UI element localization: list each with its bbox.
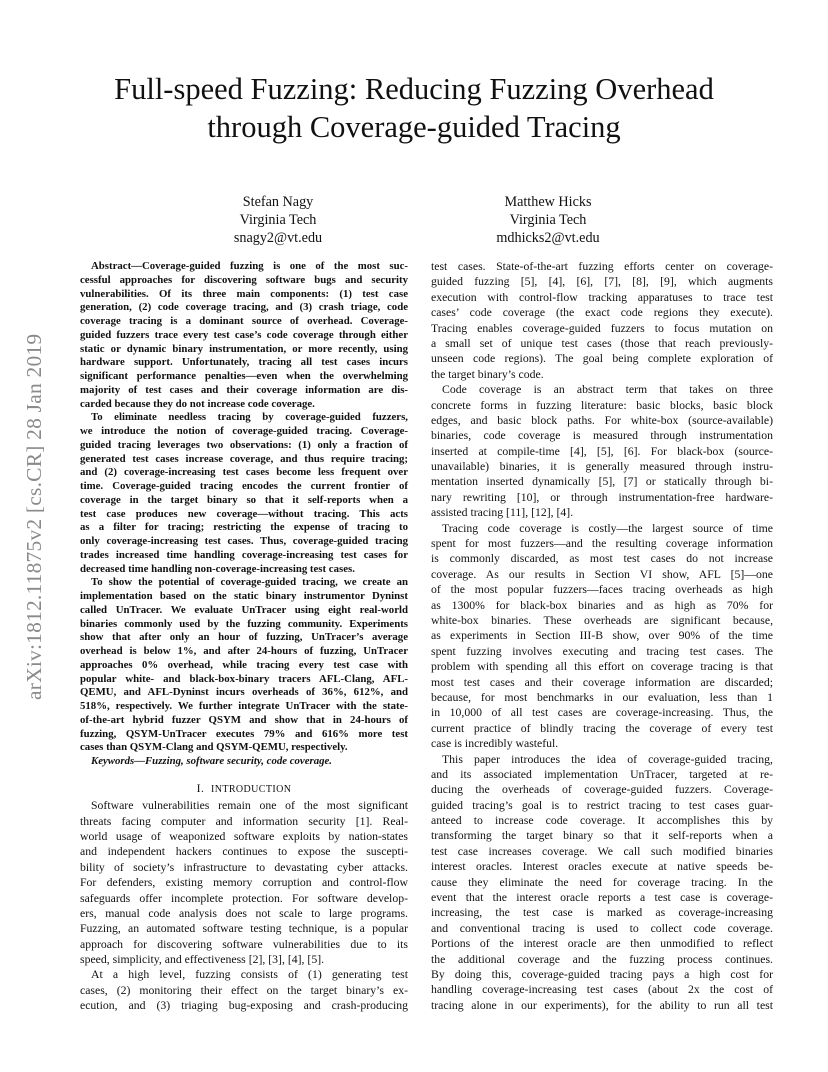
abstract-line: generation, (2) code coverage tracing, and (3) crash triage, code <box>80 301 408 314</box>
abstract-line: generated test cases increase coverage, and thus require tracing; <box>80 452 408 465</box>
abstract-line: QEMU, and AFL-Dyninst incurs overheads of 36%, 612%, and <box>80 686 408 699</box>
body-line: current practice of blindly tracing the coverage of every test <box>431 721 773 735</box>
body-line: ers, manual code analysis does not scale to large programs. <box>80 906 408 920</box>
body-line: cases, (2) monitoring their effect on the target binary’s ex- <box>80 983 408 997</box>
keywords: Keywords—Fuzzing, software security, code coverage. <box>91 755 333 767</box>
body-line: concrete forms in fuzzing literature: basic blocks, basic block <box>431 398 773 412</box>
author-block <box>158 193 398 247</box>
body-line: By doing this, coverage-guided tracing pays a high cost for <box>431 967 773 981</box>
abstract-line: cases than QSYM-Clang and QSYM-QEMU, respectively. <box>80 741 348 754</box>
body-line: unseen code regions). The goal being complete exploration of <box>431 352 773 366</box>
body-line: speed, simplicity, and effectiveness [2], [3], [4], [5]. <box>80 953 325 967</box>
abstract-line: carded because they do not increase code coverage. <box>80 397 315 410</box>
abstract-line: fuzzing, QSYM-UnTracer executes 79% and 616% more test <box>80 727 408 740</box>
body-line: edges, and basic block paths. For white-box (source-available) <box>431 413 773 427</box>
body-line: and its associated implementation UnTracer, targeted at re- <box>431 767 773 781</box>
body-line: Software vulnerabilities remain one of the most significant <box>91 799 408 813</box>
abstract-line: significant performance penalties—even when the overwhelming <box>80 370 408 382</box>
body-line: handling coverage-increasing test cases (about 2x the cost of <box>431 983 773 997</box>
body-line: coverage. As our results in Section VI show, AFL [5]—one <box>431 567 773 581</box>
body-line: and independent hackers continues to expose the suscepti- <box>80 845 408 859</box>
abstract-line: trades increased time handling coverage-increasing test cases for <box>80 548 408 561</box>
body-line: white-box binaries. These overheads are significant because, <box>431 613 773 627</box>
abstract-line: overhead is below 1%, and after 24-hours of fuzzing, UnTracer <box>80 645 408 657</box>
body-line: as 1300% for black-box binaries and as high as 70% for <box>431 598 773 612</box>
abstract-line: Abstract—Coverage-guided fuzzing is one of the most suc- <box>91 260 408 272</box>
abstract-line: static or dynamic binary instrumentation, or more recently, using <box>80 342 408 355</box>
body-line: binaries, code coverage is measured through instrumentation <box>431 429 773 443</box>
abstract-line: test case produces new coverage—without tracing. This acts <box>80 507 408 520</box>
body-line: tracing alone in our experiments), for the ability to run all test <box>431 998 773 1012</box>
body-line: cause they eliminate the need for coverage tracing. In the <box>431 875 773 889</box>
body-line: ducing the overheads of coverage-guided fuzzers. Coverage- <box>431 783 773 797</box>
author-email: snagy2@vt.edu <box>233 230 323 246</box>
abstract-line: time. Coverage-guided tracing encodes the current frontier of <box>80 480 408 492</box>
body-line: test case increases coverage. We call such modified binaries <box>431 844 773 858</box>
abstract-line: we introduce the notion of coverage-guided tracing. Coverage- <box>80 425 408 437</box>
abstract-line: coverage tracing is a dominant source of overhead. Coverage- <box>80 315 408 327</box>
abstract-line: implementation based on the static binary instrumentor Dyninst <box>80 590 408 602</box>
author-affiliation: Virginia Tech <box>509 212 587 228</box>
body-line: because, for most benchmarks in our evaluation, less than 1 <box>431 690 773 704</box>
abstract-line: majority of test cases and their coverage information are dis- <box>80 383 408 396</box>
body-line: Fuzzing, an automated software testing technique, is a popular <box>80 922 408 936</box>
author-name: Matthew Hicks <box>504 194 592 210</box>
abstract-line: decreased time handling non-coverage-increasing test cases. <box>80 562 355 575</box>
body-line: mentation inserted dynamically [5], [7] or statically through bi- <box>431 475 773 489</box>
author-block <box>428 193 668 247</box>
body-line: approach for discovering software vulnerabilities due to its <box>80 937 408 951</box>
abstract-line: To eliminate needless tracing by coverage-guided fuzzers, <box>91 411 408 424</box>
abstract-line: as a filter for tracing; restricting the expense of tracing to <box>80 521 408 534</box>
body-line: a small set of unique test cases (those that reach previously- <box>431 336 773 350</box>
body-line: world usage of weaponized software exploits by nation-states <box>80 829 408 843</box>
author-name: Stefan Nagy <box>242 194 314 210</box>
body-line: guided fuzzing [5], [4], [6], [7], [8], [9], which augments <box>431 275 773 289</box>
abstract <box>80 260 408 769</box>
left-column <box>80 260 408 1014</box>
body-line: nary rewriting [10], or through instrumentation-free hardware- <box>431 490 773 504</box>
title-line: through Coverage-guided Tracing <box>207 110 621 144</box>
body-line: Tracing code coverage is costly—the largest source of time <box>442 521 773 535</box>
body-line: execution with control-flow tracking apparatuses to trace test <box>431 290 773 304</box>
abstract-line: only coverage-increasing test cases. Thus, coverage-guided tracing <box>80 535 408 547</box>
section-title: INTRODUCTION <box>210 783 292 795</box>
abstract-line: show that after only an hour of fuzzing, UnTracer’s average <box>80 631 408 644</box>
body-line: as experiments in Section III-B show, over 90% of the time <box>431 629 773 643</box>
body-line: spent for most fuzzers—and the resulting coverage information <box>431 537 773 551</box>
body-line: inserted at compile-time [4], [5], [6]. For black-box (source- <box>431 444 773 458</box>
body-line: threats facing computer and information security [1]. Real- <box>80 814 408 828</box>
introduction-left <box>80 798 408 1013</box>
body-line: cases’ code coverage (the exact code regions they execute). <box>431 306 773 320</box>
abstract-line: hardware support. Unfortunately, tracing all test cases incurs <box>80 356 408 369</box>
arxiv-identifier-stamp: arXiv:1812.11875v2 [cs.CR] 28 Jan 2019 <box>22 333 46 700</box>
body-line: event that the interest oracle reports a test case is coverage- <box>431 891 773 905</box>
abstract-line: and (2) coverage-increasing test cases become less frequent over <box>80 466 408 479</box>
body-line: the additional coverage and the fuzzing process continues. <box>431 952 773 966</box>
section-heading-introduction <box>80 781 408 797</box>
body-line: Tracing enables coverage-guided fuzzers to focus mutation on <box>431 321 773 335</box>
body-line: spent fuzzing involves executing and tracing test cases. The <box>431 644 773 658</box>
paper-title <box>60 70 768 146</box>
abstract-line: binaries commonly used by the fuzzing community. Experiments <box>80 617 408 630</box>
abstract-line: guided fuzzers trace every test case’s code coverage through either <box>80 328 408 341</box>
abstract-line: cessful approaches for discovering software bugs and security <box>80 273 408 286</box>
abstract-line: popular white- and black-box-binary tracers AFL-Clang, AFL- <box>80 672 408 685</box>
abstract-line: coverage in the target binary so that it self-reports when a <box>80 493 408 506</box>
abstract-line: 518%, respectively. We further integrate UnTracer with the state- <box>80 700 408 712</box>
body-line: For defenders, existing memory corruption and control-flow <box>80 876 408 890</box>
body-line: safeguards offer incomplete protection. For software develop- <box>80 891 408 905</box>
abstract-line: approaches 0% overhead, while tracing every test case with <box>80 658 408 671</box>
body-line: and conventional tracing is used to collect code coverage. <box>431 921 773 935</box>
body-line: assisted tracing [11], [12], [4]. <box>431 506 574 520</box>
body-line: At a high level, fuzzing consists of (1) generating test <box>91 968 408 982</box>
body-line: anteed to increase code coverage. It accomplishes this by <box>431 814 773 828</box>
body-line: of the most popular fuzzers—faces tracing overheads as high <box>431 583 773 597</box>
right-column <box>431 259 773 1013</box>
body-line: guided tracing’s goal is to restrict tracing to test cases guar- <box>431 798 773 812</box>
body-line: increasing, the test case is marked as coverage-increasing <box>431 906 773 920</box>
body-line: is commonly discarded, as most test cases do not increase <box>431 552 773 566</box>
body-line: Portions of the interest oracle are then unmodified to reflect <box>431 937 773 951</box>
body-line: unavailable) binaries, it is generally measured through instru- <box>431 460 773 474</box>
abstract-line: called UnTracer. We evaluate UnTracer using eight real-world <box>80 603 408 616</box>
body-line: This paper introduces the idea of coverage-guided tracing, <box>442 752 773 766</box>
body-line: transforming the target binary so that it self-reports when a <box>431 829 773 843</box>
body-line: test cases. State-of-the-art fuzzing efforts center on coverage- <box>431 260 773 273</box>
body-line: bility of society’s infrastructure to devastating cyber attacks. <box>80 860 408 874</box>
body-line: in 10,000 of all test cases are coverage-increasing. Thus, the <box>431 706 773 720</box>
body-line: ecution, and (3) triaging bug-exposing and crash-producing <box>80 999 408 1013</box>
body-line: the target binary’s code. <box>431 367 544 381</box>
body-line: interest oracles. Interest oracles execute at native speeds be- <box>431 860 773 874</box>
abstract-line: guided tracing leverages two observations: (1) only a fraction of <box>80 438 408 451</box>
body-line: most test cases and their coverage information are discarded; <box>431 675 773 689</box>
title-line: Full-speed Fuzzing: Reducing Fuzzing Overhead <box>114 72 714 106</box>
author-email: mdhicks2@vt.edu <box>496 230 600 246</box>
abstract-line: of-the-art hybrid fuzzer QSYM and show that in 24-hours of <box>80 713 408 726</box>
body-line: case is incredibly wasteful. <box>431 737 559 751</box>
abstract-line: vulnerabilities. Of its three main components: (1) test case <box>80 287 408 300</box>
section-number: I. <box>196 781 205 795</box>
abstract-line: To show the potential of coverage-guided tracing, we create an <box>91 576 408 589</box>
author-affiliation: Virginia Tech <box>239 212 317 228</box>
body-line: problem with spending all this effort on coverage tracing is that <box>431 660 773 674</box>
body-line: Code coverage is an abstract term that takes on three <box>442 383 773 397</box>
